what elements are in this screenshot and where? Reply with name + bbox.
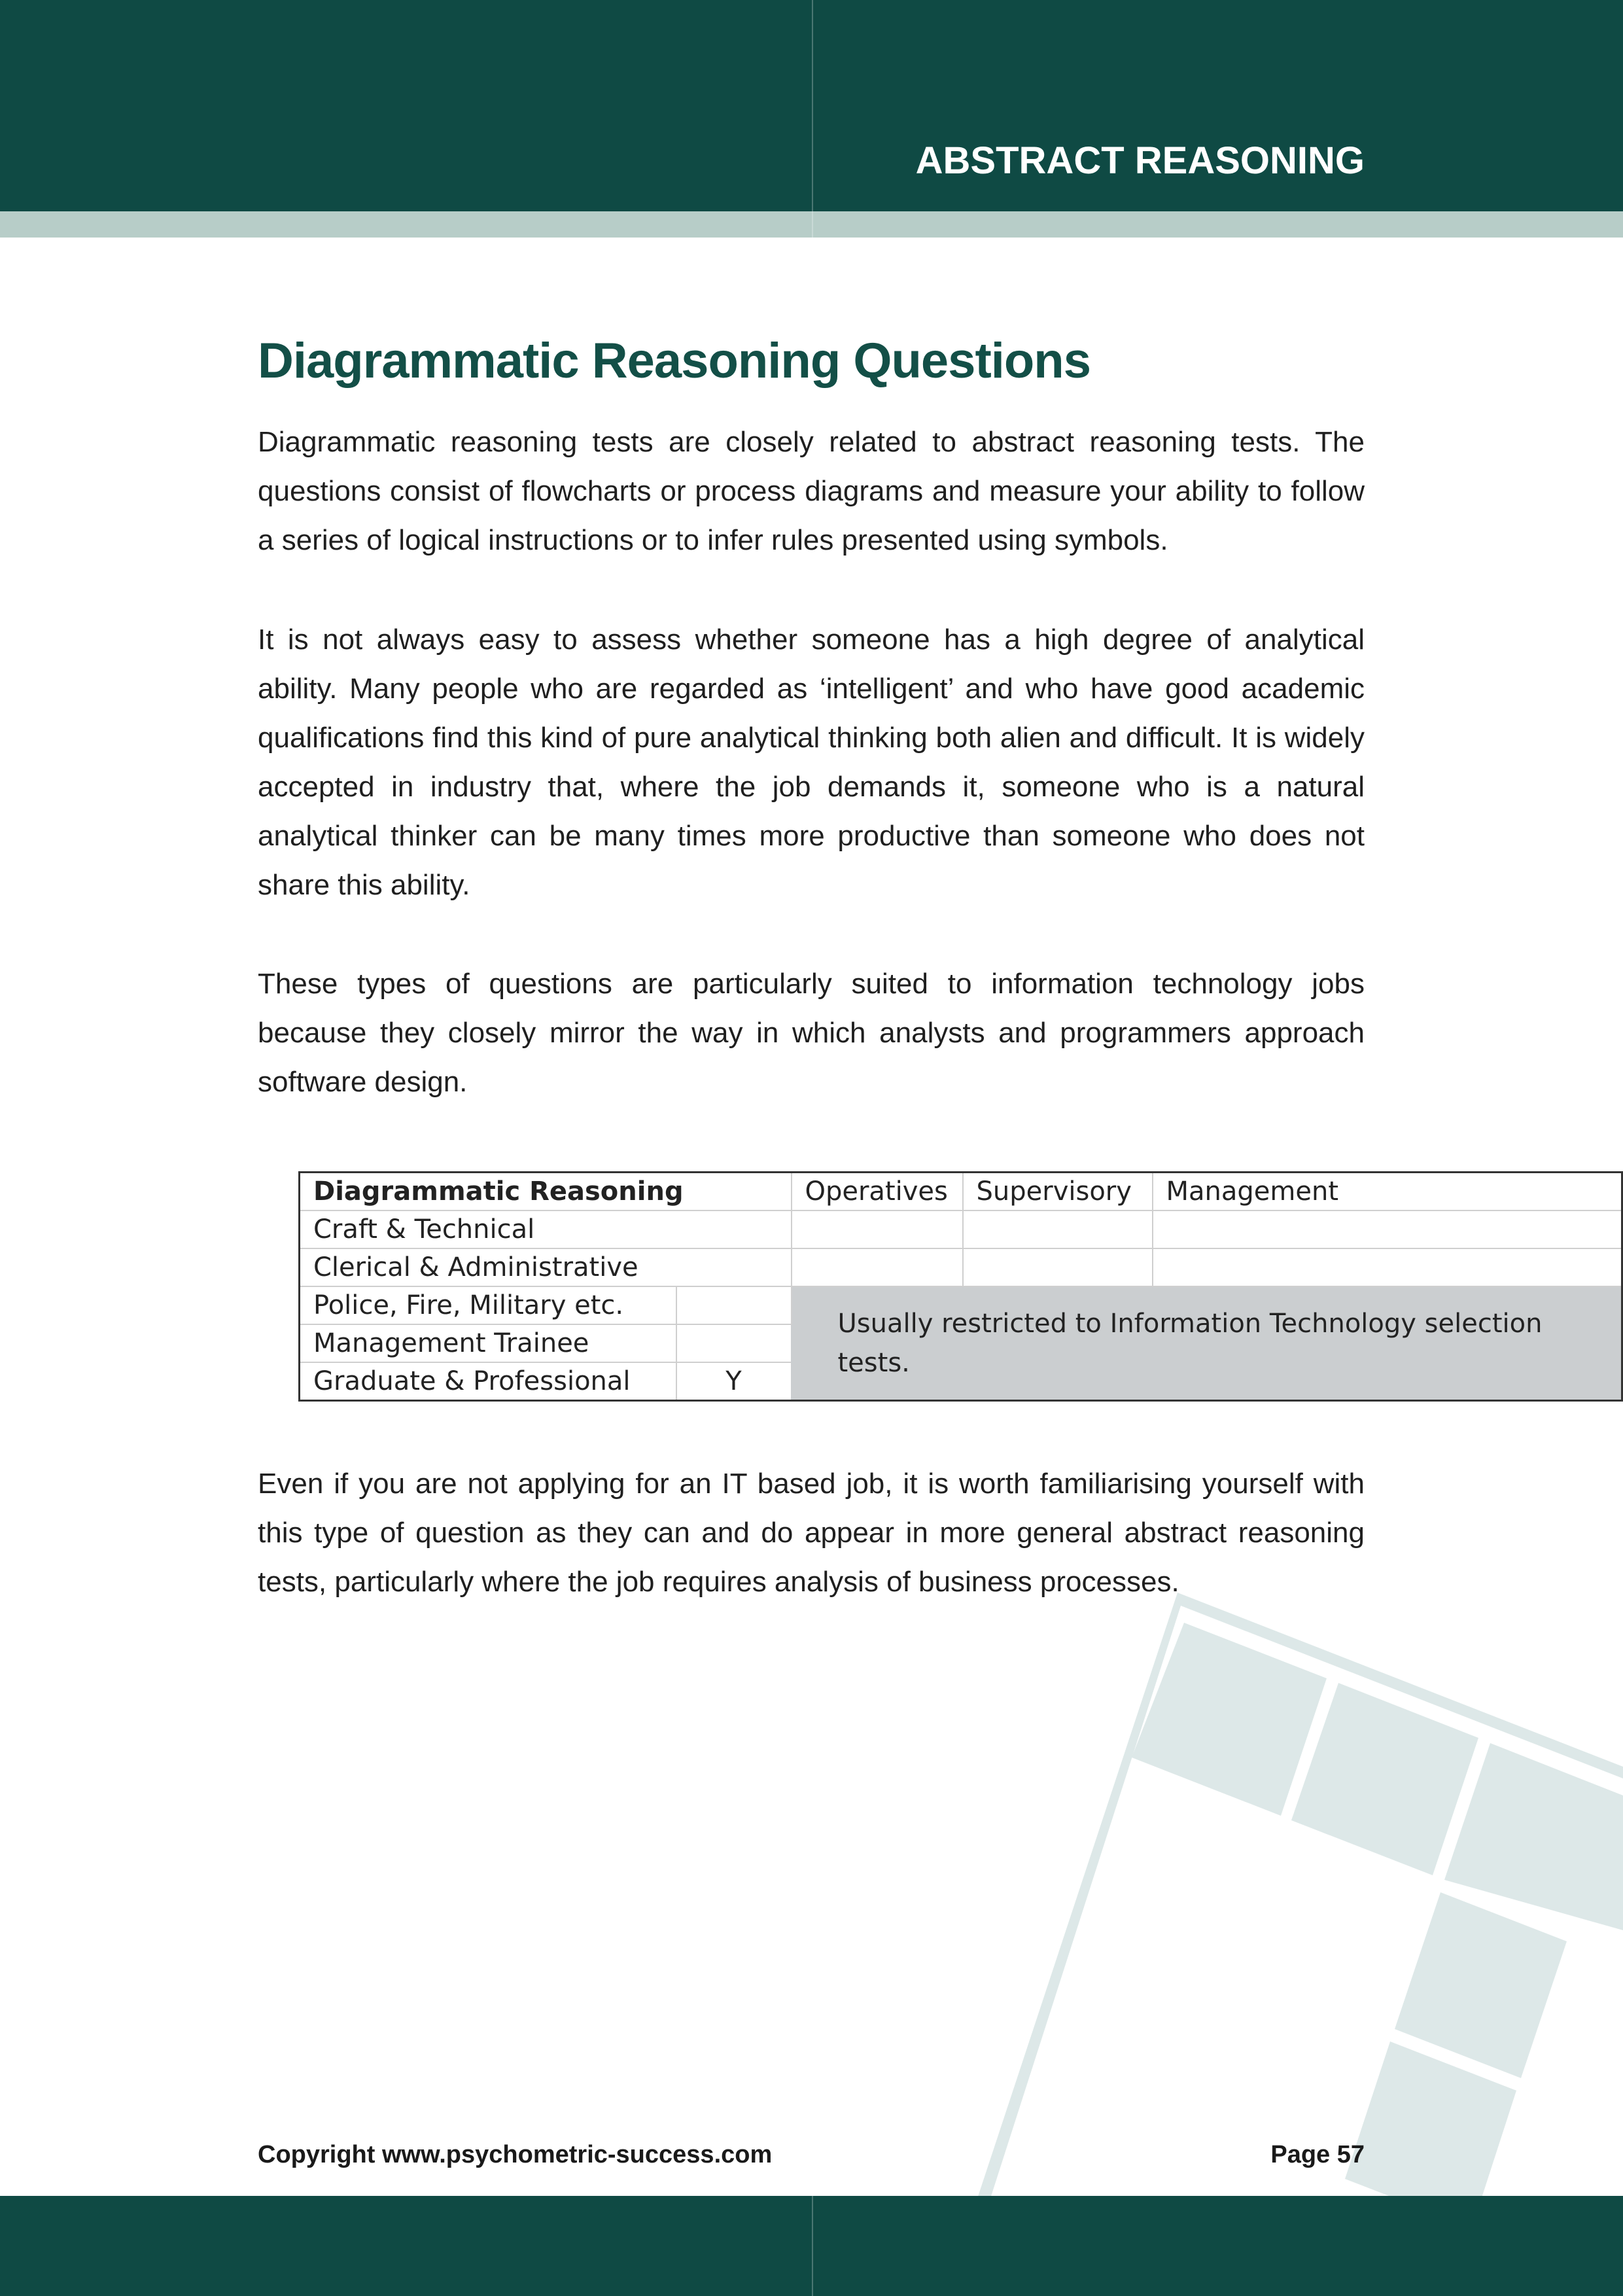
restriction-note: Usually restricted to Information Technology selection tests. [792,1286,1622,1401]
row-label: Craft & Technical [300,1210,792,1248]
decorative-grid-graphic [968,1590,1623,2296]
footer-divider [812,2196,813,2296]
row-label: Management Trainee [300,1324,676,1362]
copyright-text: Copyright www.psychometric-success.com [258,2141,773,2168]
table-cell [792,1248,963,1286]
table-row [300,1286,1622,1324]
table-cell [963,1248,1153,1286]
table-cell [676,1286,792,1324]
paragraph-non-it: Even if you are not applying for an IT based job, it is worth familiarising yourself with this type of question as they can and do appear in more general abstract reasoning tests, particularly where the job requires analysis of business processes. [258,1468,1365,1598]
test-usage-table [298,1171,1623,1402]
header-divider [812,0,813,238]
table-cell [1153,1248,1622,1286]
row-label: Clerical & Administrative [300,1248,792,1286]
table-row [300,1210,1622,1248]
deco-square-4 [1395,1892,1567,2078]
paragraph-analytical-ability: It is not always easy to assess whether someone has a high degree of analytical ability. Many people who are regarded as ‘intelligent’ and who have good academic qualifications find this kind of pure analytical thinking both alien and difficult. It is widely accepted in industry that, where the job demands it, someone who is a natural analytical thinker can be many times more productive than someone who does not share this ability. [258,624,1365,901]
table-cell [963,1210,1153,1248]
table-cell [1153,1210,1622,1248]
deco-square-2 [1291,1683,1478,1875]
table-title: Diagrammatic Reasoning [300,1173,792,1211]
table-cell [792,1210,963,1248]
paragraph-it-jobs: These types of questions are particularly suited to information technology jobs because they closely mirror the way in which analysts and programmers approach software design. [258,968,1365,1098]
table-cell [676,1324,792,1362]
page-title: Diagrammatic Reasoning Questions [258,333,1091,389]
column-header-supervisory: Supervisory [963,1173,1153,1211]
column-header-operatives: Operatives [792,1173,963,1211]
paragraph-intro: Diagrammatic reasoning tests are closely related to abstract reasoning tests. The questions consist of flowcharts or process diagrams and measure your ability to follow a series of logical instructions or to infer rules presented using symbols. [258,426,1365,556]
table-row [300,1248,1622,1286]
row-label: Police, Fire, Military etc. [300,1286,676,1324]
section-title: ABSTRACT REASONING [915,139,1365,182]
table-header-row [300,1173,1622,1211]
deco-square-3 [1444,1743,1623,1930]
table-cell-mark: Y [676,1362,792,1401]
row-label: Graduate & Professional [300,1362,676,1401]
page-number: Page 57 [1270,2141,1365,2168]
column-header-management: Management [1153,1173,1622,1211]
